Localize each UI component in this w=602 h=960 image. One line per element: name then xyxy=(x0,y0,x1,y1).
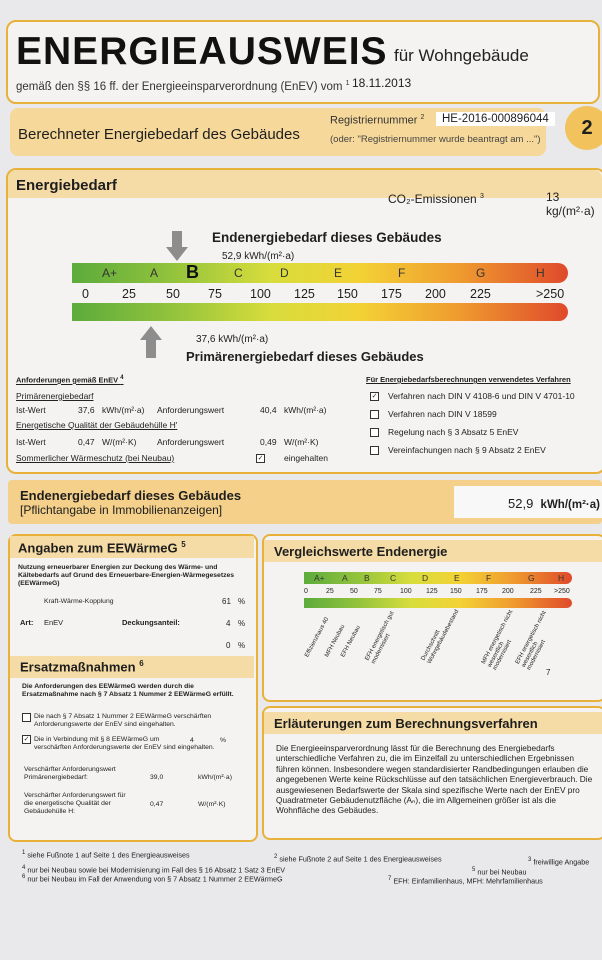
ersatz-option2-checkbox[interactable]: ✓ xyxy=(23,736,30,743)
comparison-class: H xyxy=(558,573,565,583)
energy-tick: 100 xyxy=(250,287,271,301)
registration-note: (oder: "Registriernummer wurde beantragt am ...") xyxy=(330,134,541,145)
method-label: Verfahren nach DIN V 4108-6 und DIN V 4701-10 xyxy=(388,391,575,401)
comparison-class: B xyxy=(364,573,370,583)
ersatz-v2-unit: W/(m²·K) xyxy=(198,801,226,808)
end-energy-label: Endenergiebedarf dieses Gebäudes xyxy=(212,230,442,245)
co2-value: 13 kg/(m²·a) xyxy=(546,190,595,218)
requirement-label-2: Anforderungswert xyxy=(157,437,225,447)
footnote-6: $^6$ nur bei Neubau im Fall der Anwendung von § 7 Absatz 1 Nummer 2 EEWärmeG xyxy=(22,874,283,884)
energy-class-c: C xyxy=(234,266,243,280)
energy-tick: 225 xyxy=(470,287,491,301)
eew-row2-unit: % xyxy=(238,619,246,628)
energy-class-g: G xyxy=(476,266,486,280)
comparison-class: A+ xyxy=(314,573,325,583)
energy-tick: >250 xyxy=(536,287,565,301)
footnote-2: $^2$ siehe Fußnote 2 auf Seite 1 des Energieausweises xyxy=(274,854,442,864)
method-checkbox[interactable] xyxy=(370,428,379,437)
ist-value-envelope: 0,47 xyxy=(78,437,95,447)
methods-title: Für Energiebedarfsberechnungen verwendetes Verfahren xyxy=(366,375,571,384)
footnote-5: $^5$ nur bei Neubau xyxy=(472,867,527,877)
document-title: ENERGIEAUSWEIS xyxy=(16,30,388,73)
registration-number: HE-2016-000896044 xyxy=(436,112,555,126)
end-energy-summary-label: Endenergiebedarf dieses Gebäudes xyxy=(20,488,242,503)
comparison-class: G xyxy=(528,573,535,583)
energy-tick: 125 xyxy=(294,287,315,301)
method-checkbox[interactable]: ✓ xyxy=(371,393,378,400)
method-label: Vereinfachungen nach § 9 Absatz 2 EnEV xyxy=(388,445,546,455)
ersatz-v1-value: 39,0 xyxy=(150,774,164,781)
eew-row1-unit: % xyxy=(238,597,246,606)
eewaermeg-intro: Nutzung erneuerbarer Energien zur Deckung des Wärme- und Kältebedarfs auf Grund des Erneuerbare-Energien-Wärmegesetzes (EEWärmeG) xyxy=(18,564,235,587)
comparison-label: EFH Neubau xyxy=(340,624,362,659)
ist-value-label-2: Ist-Wert xyxy=(16,437,46,447)
comparison-class: E xyxy=(454,573,460,583)
ersatz-option2b: verschärften Anforderungswerte der EnEV sind eingehalten. xyxy=(34,744,215,751)
summer-protection-value: eingehalten xyxy=(284,453,328,463)
primary-energy-label: Primärenergiebedarf dieses Gebäudes xyxy=(186,349,424,364)
explanation-title: Erläuterungen zum Berechnungsverfahren xyxy=(274,716,538,731)
ersatz-option2a: Die in Verbindung mit § 8 EEWärmeG um xyxy=(34,736,160,743)
method-label: Verfahren nach DIN V 18599 xyxy=(388,409,497,419)
requirement-value-envelope: 0,49 xyxy=(260,437,277,447)
energy-tick: 50 xyxy=(166,287,180,301)
requirement-unit-primary: kWh/(m²·a) xyxy=(284,405,327,415)
end-energy-summary-note: [Pflichtangabe in Immobilienanzeigen] xyxy=(20,503,223,517)
requirements-title: Anforderungen gemäß EnEV $^4$ xyxy=(16,375,124,385)
legal-basis: gemäß den §§ 16 ff. der Energieeinsparverordnung (EnEV) vom $^1$ xyxy=(16,80,350,93)
ersatz-v2-label: Verschärfter Anforderungswert für die energetische Qualität der Gebäudehülle H: xyxy=(24,792,126,815)
comparison-tick: 25 xyxy=(326,588,334,595)
ist-value-primary: 37,6 xyxy=(78,405,95,415)
method-checkbox[interactable] xyxy=(370,410,379,419)
enev-date: 18.11.2013 xyxy=(352,76,412,90)
primary-energy-value: 37,6 kWh/(m²·a) xyxy=(196,334,269,345)
comparison-tick: 75 xyxy=(374,588,382,595)
section-title: Berechneter Energiebedarf des Gebäudes xyxy=(18,126,300,143)
energy-class-d: D xyxy=(280,266,289,280)
ist-unit-envelope: W/(m²·K) xyxy=(102,437,137,447)
comparison-class: D xyxy=(422,573,429,583)
eew-art-value: EnEV xyxy=(44,618,64,627)
requirement-unit-envelope: W/(m²·K) xyxy=(284,437,319,447)
energy-tick: 200 xyxy=(425,287,446,301)
eew-art-label: Art: xyxy=(20,618,34,627)
energy-tick: 150 xyxy=(337,287,358,301)
comparison-tick: 150 xyxy=(450,588,462,595)
ersatz-title: Ersatzmaßnahmen $^6$ xyxy=(20,659,144,675)
comparison-tick: 125 xyxy=(426,588,438,595)
energy-demand-title: Energiebedarf xyxy=(16,177,117,194)
comparison-tick: 175 xyxy=(476,588,488,595)
method-checkbox[interactable] xyxy=(370,446,379,455)
footnote-1: $^1$ siehe Fußnote 1 auf Seite 1 des Energieausweises xyxy=(22,850,190,860)
energy-class-a: A xyxy=(150,266,159,280)
page-number-badge: 2 xyxy=(565,106,602,150)
eew-row3-unit: % xyxy=(238,641,246,650)
energy-class-e: E xyxy=(334,266,343,280)
energy-scale-bar xyxy=(72,263,568,283)
ersatz-option2-value: 4 xyxy=(190,737,194,744)
eew-share-label: Deckungsanteil: xyxy=(122,618,180,627)
comparison-tick: 225 xyxy=(530,588,542,595)
ersatz-v2-value: 0,47 xyxy=(150,801,164,808)
envelope-quality-heading: Energetische Qualität der Gebäudehülle H' xyxy=(16,420,178,430)
primary-demand-heading: Primärenergiebedarf xyxy=(16,391,94,401)
comparison-label: Effizienzhaus 40 xyxy=(304,616,331,659)
comparison-label: EFH energetisch nicht wesentlich modernisiert xyxy=(514,610,548,672)
end-energy-arrow-icon xyxy=(166,231,188,261)
comparison-class: C xyxy=(390,573,397,583)
eew-row2-value: 4 xyxy=(226,619,231,628)
energy-class-h: H xyxy=(536,266,545,280)
ist-unit-primary: kWh/(m²·a) xyxy=(102,405,145,415)
method-label: Regelung nach § 3 Absatz 5 EnEV xyxy=(388,427,519,437)
registration-label: Registriernummer $^2$ xyxy=(330,114,425,127)
comparison-label: MFH Neubau xyxy=(324,623,347,659)
energy-class-b: B xyxy=(186,262,199,282)
energy-class-a-plus: A+ xyxy=(102,266,118,280)
requirement-label: Anforderungswert xyxy=(157,405,225,415)
ersatz-option1-checkbox[interactable] xyxy=(22,713,31,722)
summer-protection-label: Sommerlicher Wärmeschutz (bei Neubau) xyxy=(16,453,175,463)
energy-scale-bar-lower xyxy=(72,303,568,321)
energy-tick: 75 xyxy=(208,287,222,301)
energy-tick: 175 xyxy=(381,287,402,301)
comparison-label: Durchschnitt Wohngebäudebestand xyxy=(420,608,460,665)
comparison-tick: 200 xyxy=(502,588,514,595)
comparison-title: Vergleichswerte Endenergie xyxy=(274,544,448,559)
ersatz-option1: Die nach § 7 Absatz 1 Nummer 2 EEWärmeG verschärften Anforderungswerte der EnEV sind eingehalten. xyxy=(34,713,212,728)
primary-energy-arrow-icon xyxy=(140,326,162,358)
energy-tick: 0 xyxy=(82,287,89,301)
comparison-footnote: 7 xyxy=(546,668,551,677)
comparison-label: EFH energetisch gut modernisiert xyxy=(364,610,396,665)
ersatz-v1-unit: kWh/(m²·a) xyxy=(198,774,232,781)
footnote-3: $^3$ freiwillige Angabe xyxy=(528,857,590,867)
explanation-text: Die Energieeinsparverordnung lässt für die Berechnung des Energiebedarfs unterschiedliche Verfahren zu, die im Einzelfall zu unterschiedlichen Ergebnissen führen können. Insbesondere wegen standardisierter Randbedingungen erlauben die angegebenen Werte keine Rückschlüsse auf den tatsächlichen Energieverbrauch. Die ausgewiesenen Bedarfswerte der Skala sind spezifische Werte nach der EnEV pro Quadratmeter Gebäudenutzfläche (Aₙ), die im Allgemeinen größer ist als die Wohnfläche des Gebäudes. xyxy=(276,743,593,816)
end-energy-summary-value: 52,9 kWh/(m²·a) xyxy=(508,496,600,511)
end-energy-value: 52,9 kWh/(m²·a) xyxy=(222,251,295,262)
ersatz-intro: Die Anforderungen des EEWärmeG werden durch die Ersatzmaßnahme nach § 7 Absatz 1 Nummer 2 EEWärmeG erfüllt. xyxy=(22,683,234,698)
comparison-label: MFH energetisch nicht wesentlich modernisiert xyxy=(480,609,515,672)
ersatz-v1-label: Verschärfter Anforderungswert Primärenergiebedarf: xyxy=(24,766,116,781)
eew-row3-value: 0 xyxy=(226,641,231,650)
comparison-tick: 50 xyxy=(350,588,358,595)
eewaermeg-title: Angaben zum EEWärmeG $^5$ xyxy=(18,540,186,556)
requirement-value-primary: 40,4 xyxy=(260,405,277,415)
summer-protection-checkbox[interactable]: ✓ xyxy=(257,455,264,462)
comparison-class: A xyxy=(342,573,348,583)
co2-label: CO₂-Emissionen $^3$ xyxy=(388,192,484,206)
ersatz-option2-unit: % xyxy=(220,737,227,744)
document-subtitle: für Wohngebäude xyxy=(394,46,529,65)
comparison-tick: 100 xyxy=(400,588,412,595)
comparison-class: F xyxy=(486,573,492,583)
ist-value-label: Ist-Wert xyxy=(16,405,46,415)
eew-row1-label: Kraft-Wärme-Kopplung xyxy=(44,598,114,605)
energy-class-f: F xyxy=(398,266,406,280)
comparison-tick: 0 xyxy=(304,588,308,595)
footnote-4: $^4$ nur bei Neubau sowie bei Modernisierung im Fall des § 16 Absatz 1 Satz 3 EnEV xyxy=(22,865,286,875)
eew-row1-value: 61 xyxy=(222,597,231,606)
comparison-scale-bar-lower xyxy=(304,598,572,608)
footnote-7: $^7$ EFH: Einfamilienhaus, MFH: Mehrfamilienhaus xyxy=(388,876,543,886)
energy-tick: 25 xyxy=(122,287,136,301)
comparison-tick: >250 xyxy=(554,588,570,595)
